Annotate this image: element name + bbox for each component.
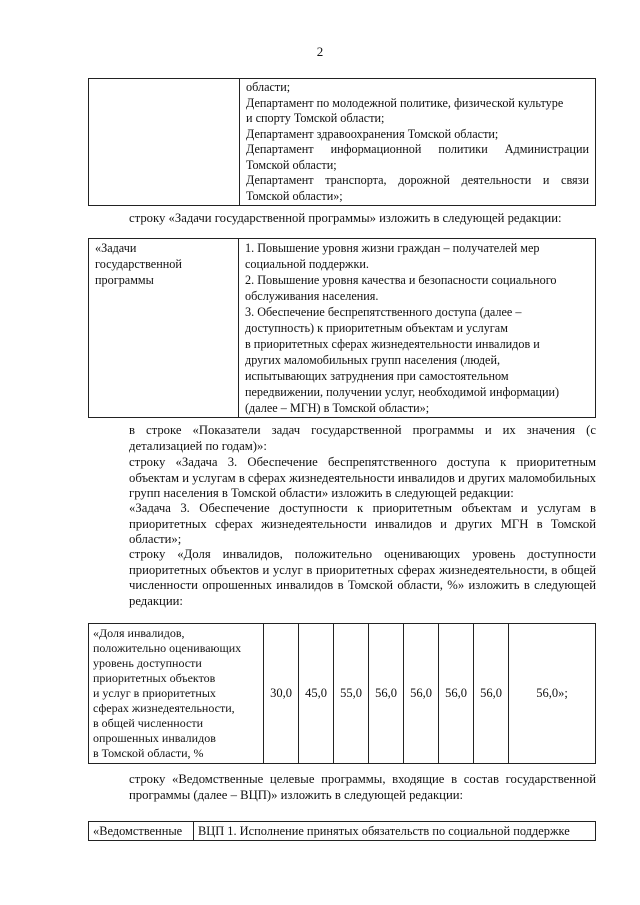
- programs-text-cell: ВЦП 1. Исполнение принятых обязательств по социальной поддержке: [194, 822, 596, 841]
- text-line: Департамент здравоохранения Томской области;: [246, 126, 499, 141]
- text-line: доступность) к приоритетным объектам и услугам: [245, 321, 508, 335]
- page-number: 2: [316, 44, 324, 59]
- indicator-values-table: [88, 623, 596, 764]
- text-line: «Доля инвалидов,: [93, 626, 185, 640]
- value-cell: 30,0: [264, 624, 299, 764]
- paragraph: «Задача 3. Обеспечение доступности к приоритетным объектам и услугам в приоритетных сферах жизнедеятельности инвалидов и других МГН в Томской области»;: [129, 501, 596, 546]
- text-line: в приоритетных сферах жизнедеятельности инвалидов и: [245, 337, 540, 351]
- value-cell: 55,0: [334, 624, 369, 764]
- value-cell: 56,0: [439, 624, 474, 764]
- value-cell: 56,0: [369, 624, 404, 764]
- paragraph: строку «Задачи государственной программы» изложить в следующей редакции:: [129, 211, 562, 225]
- empty-label-cell: [89, 79, 240, 206]
- text-line: программы: [95, 273, 154, 287]
- text-line: и услуг в приоритетных: [93, 686, 216, 700]
- text-line: государственной: [95, 257, 182, 271]
- text-line: положительно оценивающих: [93, 641, 242, 655]
- paragraph: строку «Доля инвалидов, положительно оценивающих уровень доступности приоритетных объектов и услуг в приоритетных сферах жизнедеятельности, в общей численности опрошенных инвалидов в Томской области, %» изложить в следующей редакции:: [129, 547, 596, 608]
- executors-cell: [240, 79, 596, 206]
- text-line: (далее – МГН) в Томской области»;: [245, 401, 430, 415]
- text-line: Томской области;: [246, 157, 337, 172]
- value-cell: 45,0: [299, 624, 334, 764]
- value-cell: 56,0: [404, 624, 439, 764]
- text-line: и спорту Томской области;: [246, 111, 385, 125]
- text-line: 3. Обеспечение беспрепятственного доступа (далее –: [245, 305, 522, 319]
- text-line: опрошенных инвалидов: [93, 731, 216, 745]
- text-line: уровень доступности: [93, 656, 202, 670]
- responsible-executors-table: [88, 78, 596, 206]
- departmental-programs-table: [88, 821, 596, 841]
- text-line: Томской области»;: [246, 188, 343, 203]
- program-tasks-table: [88, 238, 596, 418]
- text-line: испытывающих затруднения при самостоятельном: [245, 369, 509, 383]
- text-line: других маломобильных групп населения (людей,: [245, 353, 501, 367]
- text-line: 2. Повышение уровня качества и безопасности социального: [245, 273, 557, 287]
- programs-label-cell: «Ведомственные: [89, 822, 194, 841]
- text-line: социальной поддержки.: [245, 257, 369, 271]
- value-cell: 56,0: [474, 624, 509, 764]
- tasks-text-cell: [239, 239, 596, 418]
- text-line: области;: [246, 80, 291, 94]
- text-line: передвижении, получении услуг, необходимой информации): [245, 385, 560, 399]
- text-line: сферах жизнедеятельности,: [93, 701, 235, 715]
- indicator-label-cell: [89, 624, 264, 764]
- value-cell: 56,0»;: [509, 624, 596, 764]
- text-line: Департамент по молодежной политике, физической культуре: [246, 95, 564, 110]
- text-line: обслуживания населения.: [245, 289, 379, 303]
- text-line: приоритетных объектов: [93, 671, 216, 685]
- text-line: «Задачи: [95, 241, 137, 255]
- paragraph: строку «Ведомственные целевые программы, входящие в состав государственной программы (далее – ВЦП)» изложить в следующей редакции:: [129, 772, 596, 802]
- text-line: Департамент транспорта, дорожной деятельности и связи: [246, 173, 589, 187]
- text-line: Департамент информационной политики Администрации: [246, 142, 589, 156]
- tasks-label-cell: [89, 239, 239, 418]
- text-line: 1. Повышение уровня жизни граждан – получателей мер: [245, 241, 540, 255]
- text-line: в общей численности: [93, 716, 203, 730]
- paragraph: строку «Задача 3. Обеспечение беспрепятственного доступа к приоритетным объектам и услугам в сферах жизнедеятельности инвалидов и других маломобильных групп населения в Томской области» изложить в следующей редакции:: [129, 455, 596, 500]
- paragraph: в строке «Показатели задач государственной программы и их значения (с детализацией по годам)»:: [129, 423, 596, 453]
- text-line: в Томской области, %: [93, 746, 204, 760]
